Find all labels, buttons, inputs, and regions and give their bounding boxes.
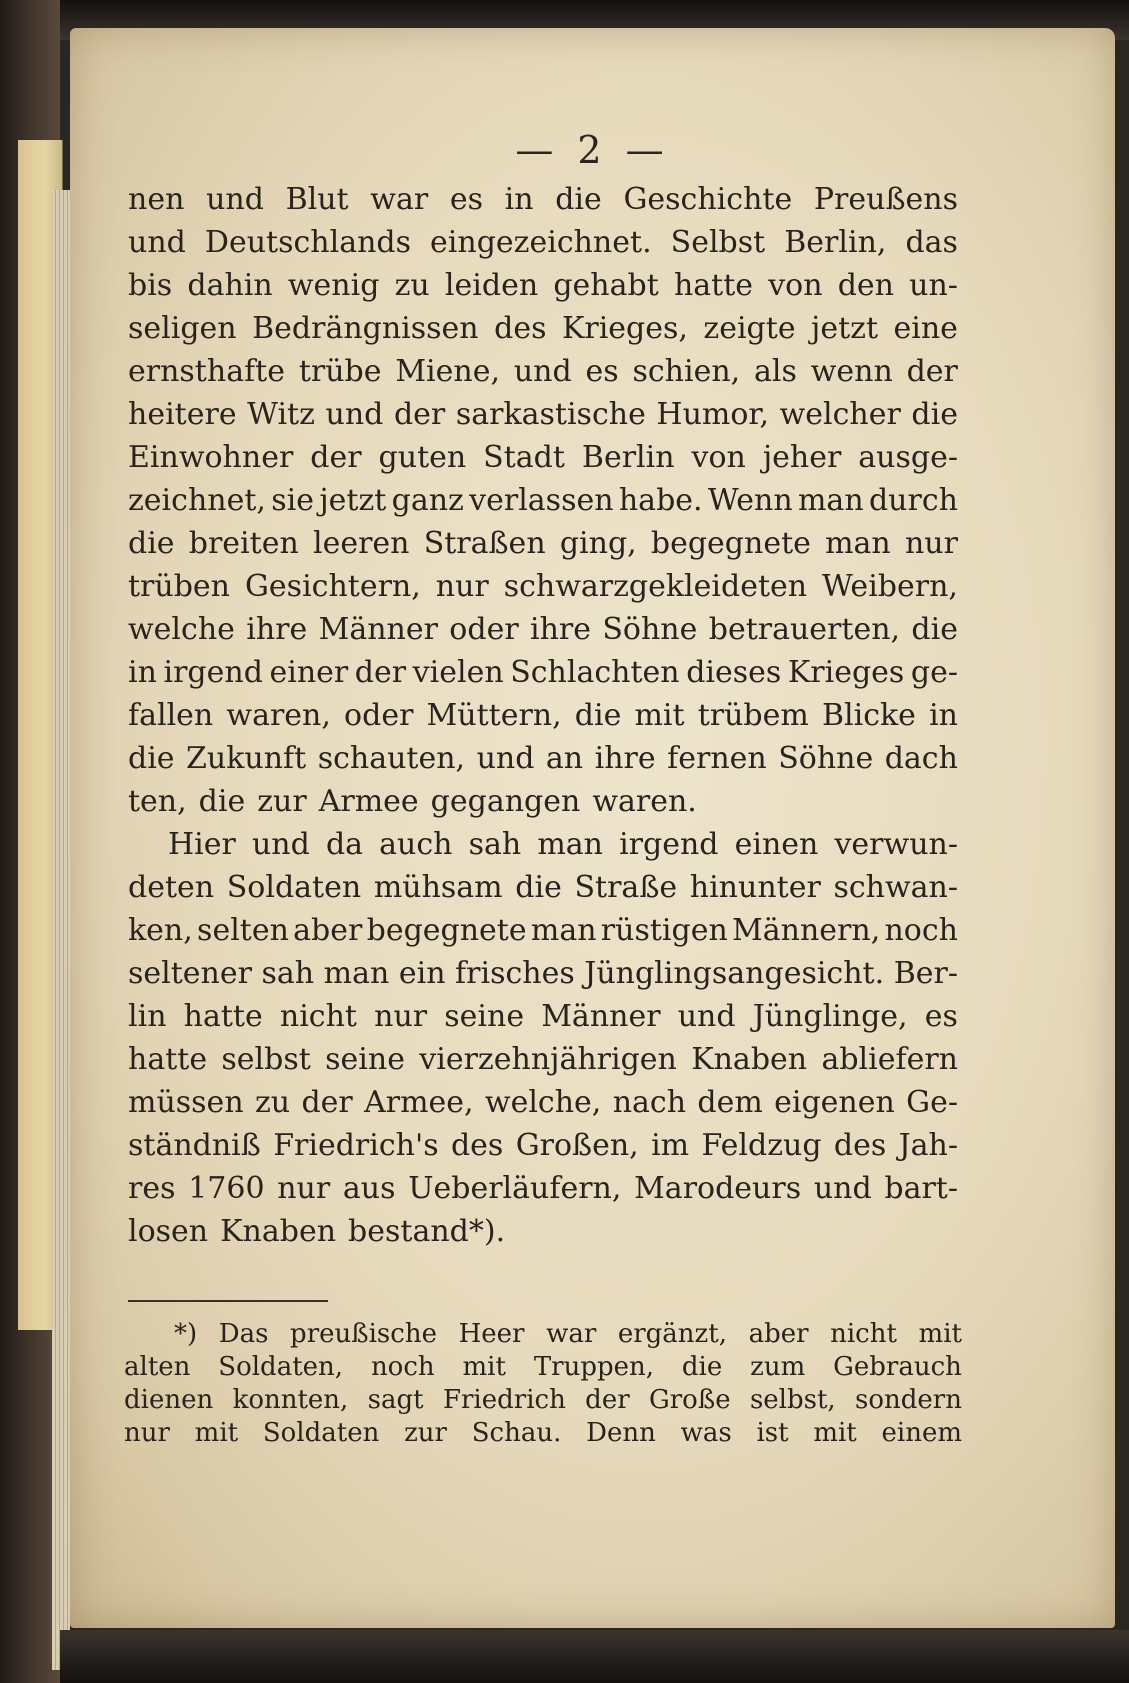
word: man — [825, 526, 891, 561]
text-line — [128, 264, 958, 307]
word: zum — [750, 1352, 806, 1382]
word: Berlin — [581, 440, 675, 475]
word: abliefern — [821, 1042, 958, 1077]
word: Zukunft — [186, 741, 307, 776]
word: guten — [378, 440, 467, 475]
word: des — [450, 1128, 504, 1163]
word: Bedrängnissen — [252, 311, 479, 346]
word: losen — [128, 1214, 209, 1249]
word: mühsam — [373, 870, 503, 905]
word: fernen — [667, 741, 767, 776]
word: Preußens — [813, 182, 958, 217]
word: müssen — [128, 1085, 244, 1120]
word: hatte — [128, 1042, 208, 1077]
text-line — [128, 565, 958, 608]
word: jetzt — [811, 311, 879, 346]
page-stack-edge — [52, 190, 70, 1670]
word: welche — [128, 612, 235, 647]
word: die — [555, 182, 602, 217]
word: dahin — [187, 268, 273, 303]
word: und — [128, 225, 186, 260]
word: sarkastische — [455, 397, 646, 432]
footnote-line — [124, 1384, 962, 1417]
word: im — [651, 1128, 690, 1163]
word: mit — [462, 1352, 506, 1382]
word: zu — [394, 268, 430, 303]
word: eigenen — [774, 1085, 895, 1120]
text-line — [128, 221, 958, 264]
text-line — [128, 823, 958, 866]
word: verlassen — [469, 483, 614, 518]
word: nur — [124, 1418, 170, 1448]
word: noch — [370, 1352, 435, 1382]
word: mit — [918, 1319, 962, 1349]
word: der — [301, 1085, 353, 1120]
word: Gebrauch — [833, 1352, 962, 1382]
word: man — [323, 956, 390, 991]
word: man — [530, 913, 597, 948]
word: Müttern, — [426, 698, 562, 733]
text-line — [128, 909, 958, 952]
word: nach — [612, 1085, 687, 1120]
word: zur — [257, 784, 307, 819]
body-text — [128, 178, 958, 1253]
word: aber — [748, 1319, 809, 1349]
word: man — [797, 483, 864, 518]
word: die — [681, 1352, 723, 1382]
word: ergänzt, — [617, 1319, 727, 1349]
word: der — [906, 354, 958, 389]
word: Einwohner — [128, 440, 294, 475]
word: hinunter — [689, 870, 821, 905]
word: leeren — [312, 526, 410, 561]
word: seine — [444, 999, 525, 1034]
word: dieses — [686, 655, 782, 690]
word: die — [128, 526, 175, 561]
word: jetzt — [319, 483, 387, 518]
word: aber — [293, 913, 363, 948]
page-number: — 2 — — [515, 128, 670, 172]
word: seligen — [128, 311, 237, 346]
word: bis — [128, 268, 173, 303]
word: Schau. — [471, 1418, 562, 1448]
word: dienen — [124, 1385, 214, 1415]
word: 1760 — [188, 1171, 265, 1206]
word: Großen, — [515, 1128, 639, 1163]
word: res — [128, 1171, 176, 1206]
word: gehabt — [553, 268, 659, 303]
word: seltener — [128, 956, 252, 991]
word: fallen — [128, 698, 214, 733]
word: der — [393, 397, 446, 432]
text-line — [128, 178, 958, 221]
word: der — [354, 655, 407, 690]
word: und — [813, 1171, 872, 1206]
word: die — [911, 612, 958, 647]
word: begegnete — [366, 913, 527, 948]
word: schwarzgekleideten — [503, 569, 808, 604]
word: Armee, — [364, 1085, 474, 1120]
word: Knaben — [220, 1214, 337, 1249]
word: von — [768, 268, 823, 303]
word: Soldaten — [226, 870, 362, 905]
word: Ueberläufern, — [408, 1171, 622, 1206]
text-line — [128, 1081, 958, 1124]
word: sah — [468, 827, 522, 862]
word: Männer — [318, 612, 438, 647]
word: preußische — [290, 1319, 437, 1349]
word: trüben — [128, 569, 230, 604]
word: nicht — [830, 1319, 897, 1349]
word: selbst — [221, 1042, 311, 1077]
word: Witz — [247, 397, 315, 432]
word: breiten — [188, 526, 299, 561]
bottom-edge-shadow — [60, 1630, 1129, 1683]
word: Krieges — [787, 655, 905, 690]
word: Deutschlands — [204, 225, 411, 260]
word: Hier — [168, 827, 236, 862]
word: nur — [374, 999, 428, 1034]
word: nicht — [279, 999, 357, 1034]
word: Jah- — [898, 1128, 958, 1163]
word: die — [515, 870, 562, 905]
text-line — [128, 866, 958, 909]
word: ein — [398, 956, 446, 991]
text-line — [128, 737, 958, 780]
word: ihre — [246, 612, 308, 647]
word: ken, — [128, 913, 193, 948]
word: Marodeurs — [634, 1171, 802, 1206]
word: man — [537, 827, 603, 862]
word: ernsthafte — [128, 354, 285, 389]
word: zeichnet, — [128, 483, 266, 518]
word: selten — [197, 913, 289, 948]
word: Miene, — [395, 354, 500, 389]
text-line — [128, 1167, 958, 1210]
word: da — [325, 827, 364, 862]
footnote-line — [124, 1351, 962, 1384]
word: des — [833, 1128, 887, 1163]
word: wenig — [287, 268, 380, 303]
word: in — [929, 698, 958, 733]
word: Ber- — [893, 956, 958, 991]
word: die — [128, 741, 175, 776]
word: als — [754, 354, 797, 389]
word: mit — [813, 1418, 857, 1448]
word: verwun- — [834, 827, 958, 862]
text-line — [128, 436, 958, 479]
text-line — [128, 651, 958, 694]
word: es — [924, 999, 958, 1034]
word: dem — [697, 1085, 763, 1120]
footnote-line — [124, 1318, 962, 1351]
word: und — [325, 397, 384, 432]
word: aus — [342, 1171, 396, 1206]
word: Jünglinge, — [752, 999, 908, 1034]
word: jeher — [762, 440, 842, 475]
word: oder — [344, 698, 414, 733]
word: rüstigen — [600, 913, 728, 948]
word: ist — [756, 1418, 789, 1448]
text-line — [128, 479, 958, 522]
word: waren, — [226, 698, 331, 733]
word: Friedrich — [442, 1385, 566, 1415]
word: Berlin, — [784, 225, 887, 260]
word: Ge- — [906, 1085, 958, 1120]
word: der — [310, 440, 362, 475]
word: Armee — [318, 784, 419, 819]
word: irgend — [619, 827, 719, 862]
footnote-divider — [128, 1300, 328, 1302]
word: betrauerten, — [708, 612, 901, 647]
word: Männer — [541, 999, 661, 1034]
word: Krieges, — [561, 311, 688, 346]
footnote — [124, 1318, 962, 1450]
text-line — [128, 780, 958, 823]
word: Feldzug — [701, 1128, 822, 1163]
word: Humor, — [656, 397, 769, 432]
word: eingezeichnet. — [430, 225, 652, 260]
word: an — [545, 741, 584, 776]
word: war — [370, 182, 429, 217]
word: lin — [128, 999, 167, 1034]
text-line — [128, 522, 958, 565]
word: frisches — [455, 956, 575, 991]
word: schien, — [632, 354, 741, 389]
word: vielen — [412, 655, 504, 690]
word: ihre — [530, 612, 592, 647]
word: Knaben — [691, 1042, 808, 1077]
word: bestand*). — [348, 1214, 506, 1249]
word: Wenn — [707, 483, 793, 518]
word: und — [251, 827, 310, 862]
word: und — [513, 354, 572, 389]
word: Das — [218, 1319, 269, 1349]
word: sah — [261, 956, 315, 991]
word: Stadt — [483, 440, 565, 475]
text-line — [128, 694, 958, 737]
word: Jünglingsangesicht. — [584, 956, 885, 991]
word: auch — [379, 827, 453, 862]
word: sondern — [855, 1385, 962, 1415]
word: sie — [271, 483, 315, 518]
word: die — [911, 397, 958, 432]
word: durch — [868, 483, 958, 518]
word: einem — [881, 1418, 962, 1448]
word: in — [504, 182, 534, 217]
text-line — [128, 1124, 958, 1167]
word: Schlachten — [510, 655, 680, 690]
word: *) — [174, 1319, 198, 1349]
word: un- — [909, 268, 958, 303]
word: Blicke — [821, 698, 916, 733]
text-line — [128, 1210, 958, 1253]
word: Geschichte — [623, 182, 793, 217]
word: alten — [124, 1352, 191, 1382]
word: konnten, — [232, 1385, 349, 1415]
word: Söhne — [602, 612, 698, 647]
word: welcher — [779, 397, 901, 432]
word: trübe — [298, 354, 382, 389]
word: Truppen, — [533, 1352, 655, 1382]
word: deten — [128, 870, 215, 905]
word: des — [494, 311, 547, 346]
word: und — [677, 999, 736, 1034]
word: Weibern, — [822, 569, 958, 604]
word: oder — [449, 612, 519, 647]
word: zur — [404, 1418, 447, 1448]
word: ihre — [594, 741, 656, 776]
text-line — [128, 307, 958, 350]
word: Soldaten, — [218, 1352, 344, 1382]
word: seine — [325, 1042, 405, 1077]
text-line — [128, 350, 958, 393]
word: von — [691, 440, 746, 475]
word: wenn — [810, 354, 893, 389]
word: in — [128, 655, 157, 690]
word: und — [206, 182, 264, 217]
word: zu — [254, 1085, 291, 1120]
word: waren. — [592, 784, 697, 819]
word: die — [574, 698, 622, 733]
word: selbst, — [749, 1385, 836, 1415]
text-line — [128, 608, 958, 651]
text-line — [128, 1038, 958, 1081]
word: Männern, — [732, 913, 881, 948]
word: leiden — [444, 268, 539, 303]
word: einen — [734, 827, 819, 862]
word: trübem — [697, 698, 809, 733]
word: Heer — [458, 1319, 525, 1349]
word: nur — [277, 1171, 331, 1206]
word: bart- — [884, 1171, 958, 1206]
word: Gesichtern, — [244, 569, 421, 604]
word: Söhne — [778, 741, 874, 776]
word: Blut — [285, 182, 349, 217]
word: ausge- — [858, 440, 958, 475]
word: und — [476, 741, 535, 776]
word: habe. — [618, 483, 703, 518]
word: das — [905, 225, 958, 260]
word: Große — [648, 1385, 731, 1415]
word: heitere — [128, 397, 237, 432]
word: nen — [128, 182, 185, 217]
word: Friedrich's — [273, 1128, 439, 1163]
word: mit — [634, 698, 685, 733]
word: es — [585, 354, 619, 389]
word: mit — [194, 1418, 239, 1448]
footnote-line — [124, 1417, 962, 1450]
word: ging, — [559, 526, 637, 561]
word: zeigte — [703, 311, 796, 346]
text-line — [128, 995, 958, 1038]
word: eine — [893, 311, 958, 346]
word: irgend — [163, 655, 263, 690]
word: ten, — [128, 784, 187, 819]
word: ständniß — [128, 1128, 261, 1163]
word: Denn — [586, 1418, 656, 1448]
text-line — [128, 393, 958, 436]
word: vierzehnjährigen — [419, 1042, 677, 1077]
word: die — [198, 784, 246, 819]
word: sagt — [367, 1385, 424, 1415]
word: schauten, — [317, 741, 466, 776]
word: war — [546, 1319, 597, 1349]
word: ganz — [391, 483, 464, 518]
word: ge- — [910, 655, 958, 690]
word: schwan- — [833, 870, 958, 905]
word: nur — [904, 526, 958, 561]
word: welche, — [484, 1085, 602, 1120]
word: einer — [269, 655, 349, 690]
word: Straße — [574, 870, 678, 905]
word: Straßen — [423, 526, 546, 561]
word: hatte — [673, 268, 754, 303]
word: Selbst — [670, 225, 766, 260]
word: der — [585, 1385, 630, 1415]
word: dach — [884, 741, 958, 776]
word: nur — [435, 569, 489, 604]
word: noch — [884, 913, 958, 948]
text-line — [128, 952, 958, 995]
word: es — [449, 182, 483, 217]
word: Soldaten — [262, 1418, 380, 1448]
word: den — [837, 268, 894, 303]
word: begegnete — [650, 526, 811, 561]
word: was — [680, 1418, 732, 1448]
word: hatte — [183, 999, 263, 1034]
word: gegangen — [430, 784, 581, 819]
